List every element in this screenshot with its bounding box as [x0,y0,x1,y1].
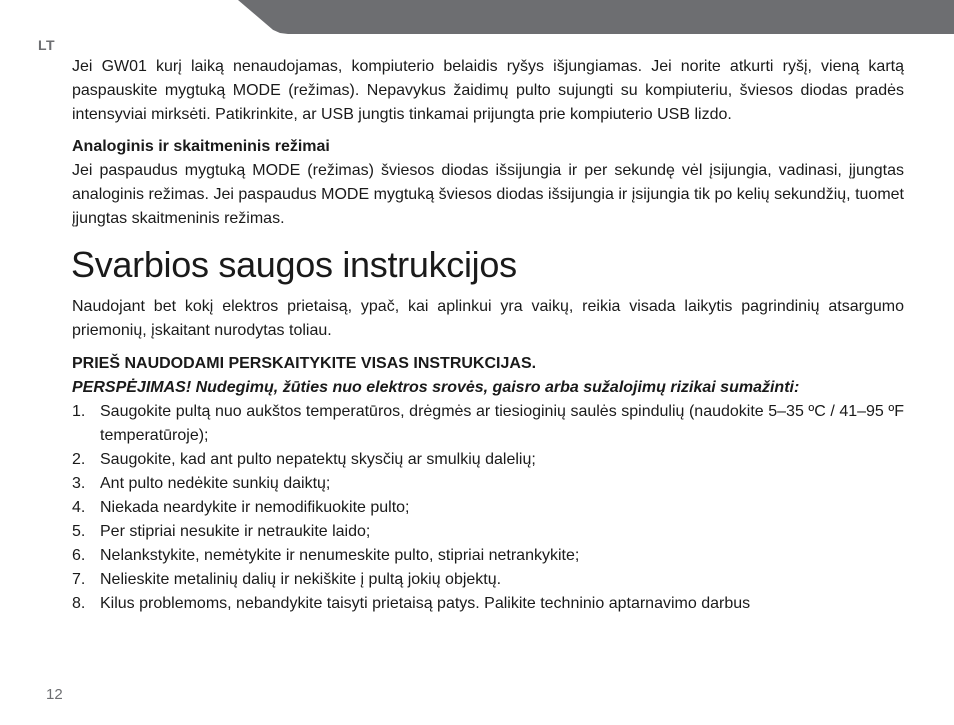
section-title: Svarbios saugos instrukcijos [71,244,517,285]
modes-subheading: Analoginis ir skaitmeninis režimai [72,138,330,155]
list-item-number: 8. [72,595,86,612]
page-number: 12 [46,686,63,703]
list-item-number: 1. [72,403,86,420]
list-item [72,568,904,592]
list-item [72,472,904,496]
list-item-text: Kilus problemoms, nebandykite taisyti prietaisą patys. Palikite techninio aptarnavimo darbus [100,595,751,612]
list-item [72,496,904,520]
list-item-text: Niekada neardykite ir nemodifikuokite pulto; [100,499,410,516]
safety-rules-list [72,400,904,616]
list-item-text: Ant pulto nedėkite sunkių daiktų; [100,475,331,492]
warning-statement: PERSPĖJIMAS! Nudegimų, žūties nuo elektros srovės, gaisro arba sužalojimų rizikai sumažinti: [72,379,800,396]
list-item [72,448,904,472]
modes-paragraph: Jei paspaudus mygtuką MODE (režimas) šviesos diodas išsijungia ir per sekundę vėl įsijungia, vadinasi, įjungtas analoginis režimas. Jei paspaudus MODE mygtuką šviesos diodas išsijungia ir įsijungia tik po kelių sekundžių, tuomet įjungtas skaitmeninis režimas. [72,162,904,227]
list-item [72,592,904,616]
list-item-text: Nelieskite metalinių dalių ir nekiškite į pultą jokių objektų. [100,571,502,588]
page-content [72,55,904,616]
list-item-number: 5. [72,523,86,540]
intro-paragraph: Jei GW01 kurį laiką nenaudojamas, kompiuterio belaidis ryšys išjungiamas. Jei norite atkurti ryšį, vieną kartą paspauskite mygtuką MODE (režimas). Nepavykus žaidimų pulto sujungti su kompiuteriu, šviesos diodas pradės intensyviai mirksėti. Patikrinkite, ar USB jungtis tinkamai prijungta prie kompiuterio USB lizdo. [72,58,904,123]
list-item-number: 6. [72,547,86,564]
list-item-text: Nelankstykite, nemėtykite ir nenumeskite pulto, stipriai netrankykite; [100,547,580,564]
read-instructions-notice: PRIEŠ NAUDODAMI PERSKAITYKITE VISAS INSTRUKCIJAS. [72,355,537,372]
list-item-number: 2. [72,451,86,468]
list-item-number: 7. [72,571,86,588]
list-item [72,544,904,568]
list-item-text: Saugokite pultą nuo aukštos temperatūros, drėgmės ar tiesioginių saulės spindulių (naudokite 5–35 ºC / 41–95 ºF temperatūroje); [100,403,904,444]
list-item [72,400,904,448]
safety-intro-paragraph: Naudojant bet kokį elektros prietaisą, ypač, kai aplinkui yra vaikų, reikia visada laikytis pagrindinių atsargumo priemonių, įskaitant nurodytas toliau. [72,298,904,339]
list-item-text: Saugokite, kad ant pulto nepatektų skysčių ar smulkių dalelių; [100,451,536,468]
language-code: LT [38,37,56,53]
list-item-text: Per stipriai nesukite ir netraukite laido; [100,523,371,540]
list-item [72,520,904,544]
header-band [238,0,954,34]
list-item-number: 3. [72,475,86,492]
list-item-number: 4. [72,499,86,516]
